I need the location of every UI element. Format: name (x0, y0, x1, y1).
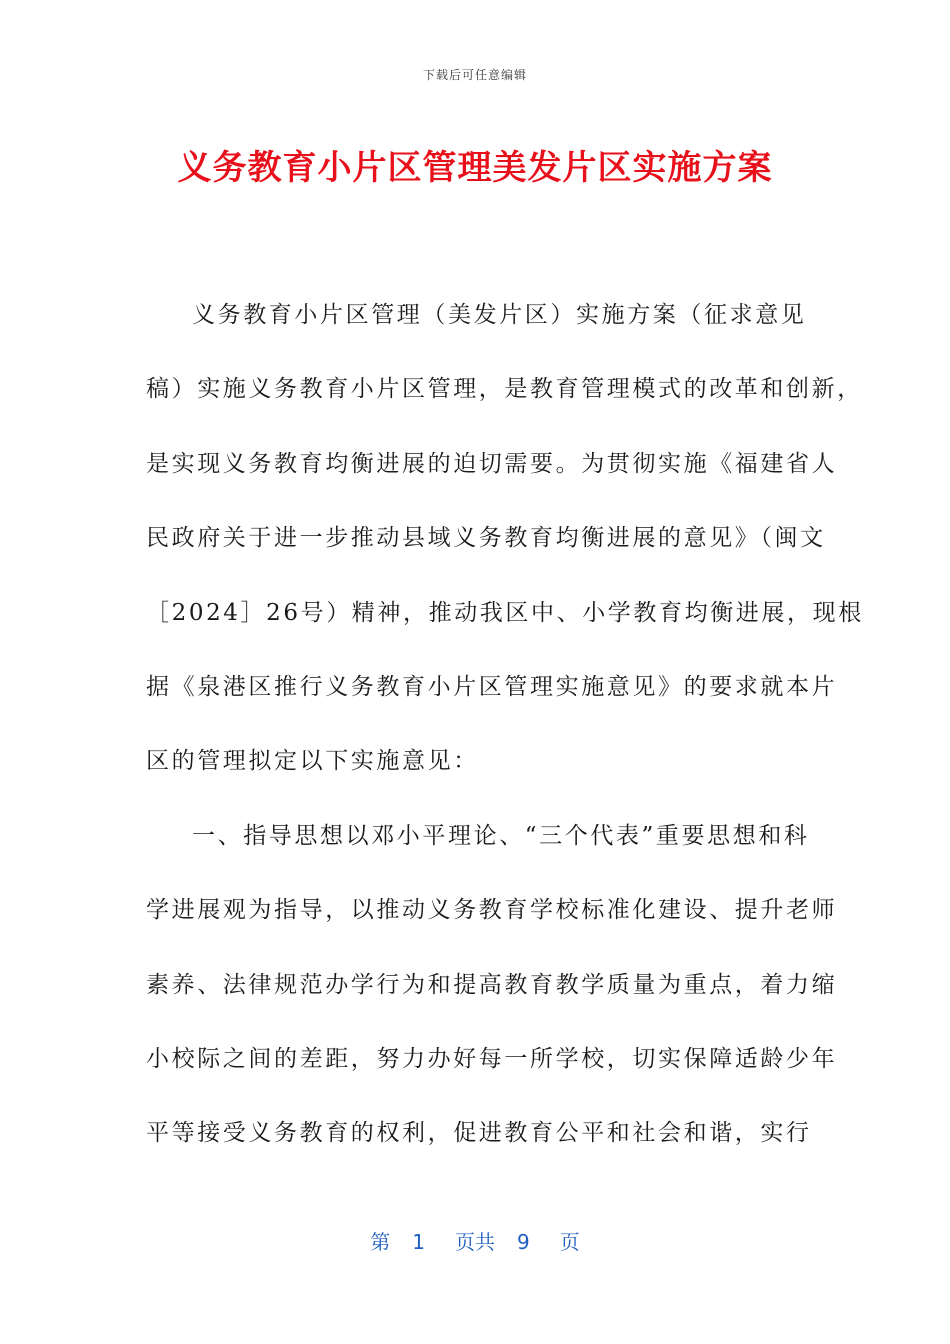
paragraph-guiding-ideology (146, 799, 838, 1171)
page-label-prefix: 第 (370, 1230, 391, 1254)
text-line: 稿）实施义务教育小片区管理，是教育管理模式的改革和创新， (146, 376, 863, 403)
text-line: 平等接受义务教育的权利，促进教育公平和社会和谐，实行 (146, 1120, 812, 1147)
text-line: 学进展观为指导，以推动义务教育学校标准化建设、提升老师 (146, 897, 838, 924)
paragraph-intro (146, 278, 864, 799)
document-body (146, 278, 864, 1171)
document-title: 义务教育小片区管理美发片区实施方案 (177, 148, 773, 188)
text-line: 小校际之间的差距，努力办好每一所学校，切实保障适龄少年 (146, 1046, 838, 1073)
text-line: 区的管理拟定以下实施意见： (146, 748, 479, 775)
text-line: 是实现义务教育均衡进展的迫切需要。为贯彻实施《福建省人 (146, 450, 838, 477)
total-pages-number: 9 (517, 1230, 530, 1254)
current-page-number: 1 (412, 1230, 425, 1254)
page-label-middle: 页共 (455, 1230, 495, 1254)
text-line: 据《泉港区推行义务教育小片区管理实施意见》的要求就本片 (146, 674, 838, 701)
text-line: 民政府关于进一步推动县域义务教育均衡进展的意见》（闽文 (146, 525, 826, 552)
page-footer (0, 1226, 950, 1255)
text-line: 义务教育小片区管理（美发片区）实施方案（征求意见 (192, 302, 807, 328)
text-line: 一、指导思想以邓小平理论、“三个代表”重要思想和科 (192, 822, 810, 849)
page-header-note: 下载后可任意编辑 (422, 68, 527, 82)
text-line: ［2024］26号）精神，推动我区中、小学教育均衡进展，现根 (146, 599, 864, 626)
page-label-suffix: 页 (559, 1230, 580, 1254)
text-line: 素养、法律规范办学行为和提高教育教学质量为重点，着力缩 (146, 971, 838, 998)
